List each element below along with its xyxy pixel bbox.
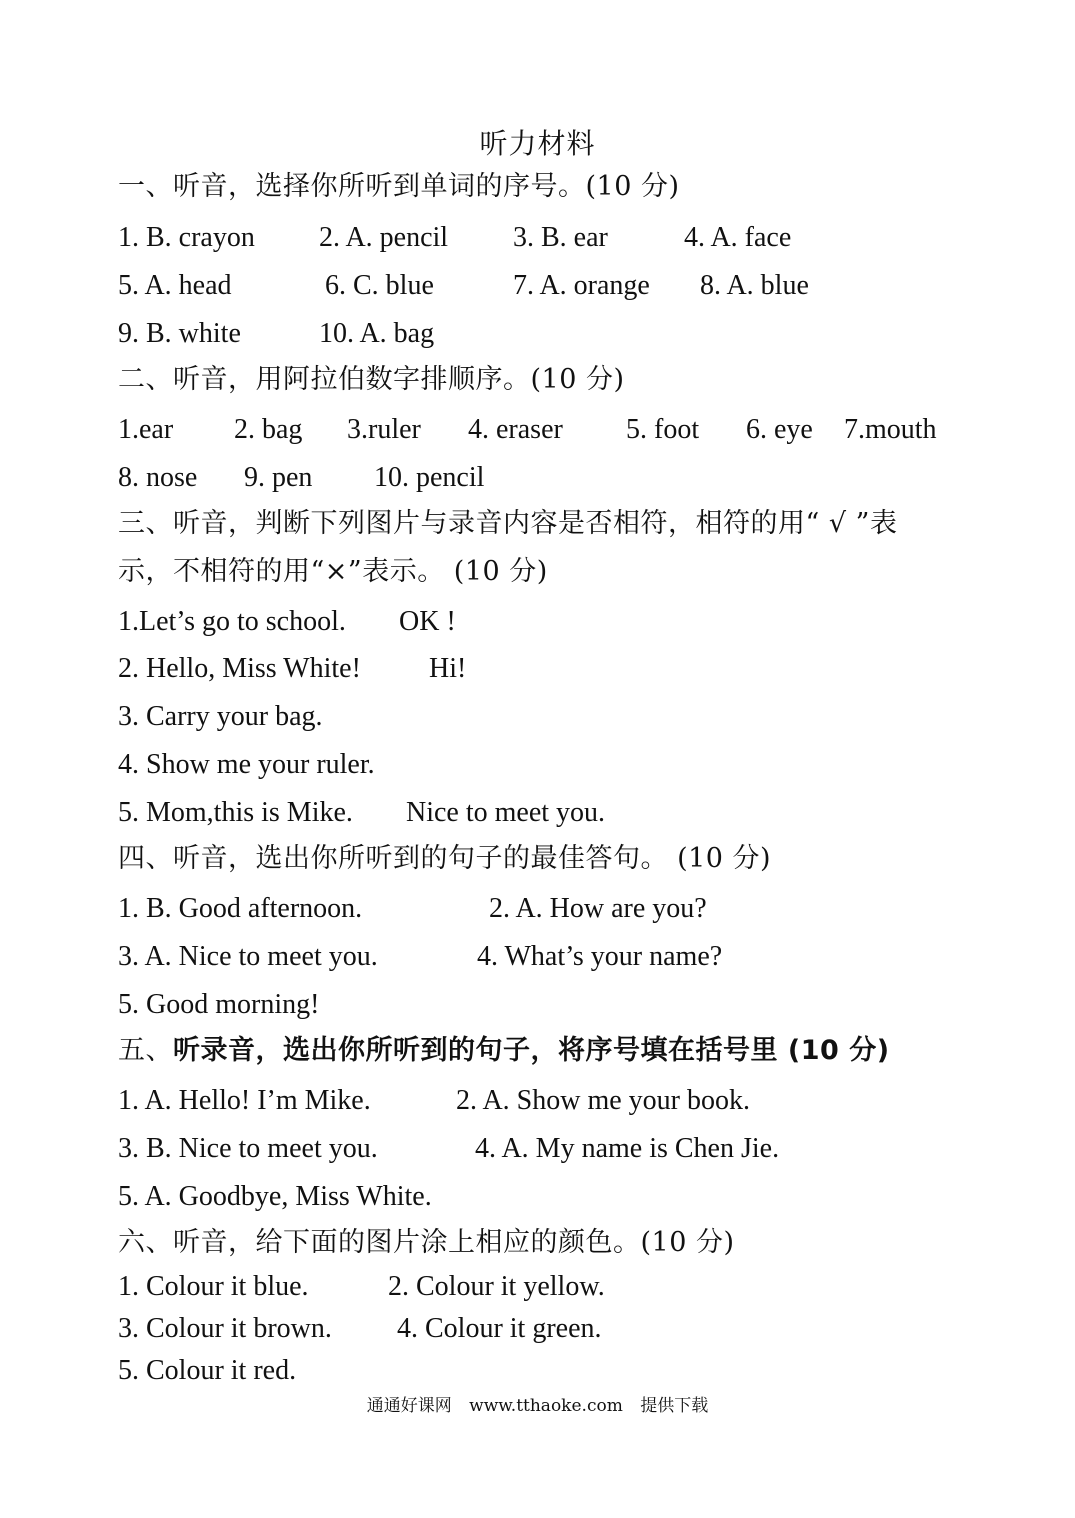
list-item: 10. pencil [374, 462, 485, 493]
section-1-heading: 一、听音，选择你所听到单词的序号。(10 分) [118, 171, 680, 202]
section-3-heading-line-1: 三、听音，判断下列图片与录音内容是否相符，相符的用“ √ ”表 [118, 508, 898, 539]
list-item: 2. A. Show me your book. [456, 1085, 750, 1116]
list-item: 5. Good morning! [118, 989, 320, 1020]
list-item: 1.ear [118, 414, 174, 445]
page-title: 听力材料 [479, 127, 596, 160]
list-item: 5. Colour it red. [118, 1355, 297, 1386]
list-item: 5. A. Goodbye, Miss White. [118, 1181, 432, 1212]
list-item: 2. bag [234, 414, 303, 445]
list-item: 2. Hello, Miss White! [118, 653, 361, 684]
list-item: 4. A. face [684, 222, 792, 253]
list-item: 3. Carry your bag. [118, 701, 323, 732]
list-item: Nice to meet you. [406, 797, 606, 828]
list-item: 3. B. ear [513, 222, 608, 253]
list-item: 8. nose [118, 462, 198, 493]
list-item: 1. B. crayon [118, 222, 255, 253]
list-item: 6. eye [746, 414, 813, 445]
list-item: 10. A. bag [319, 318, 435, 349]
list-item: 1. A. Hello! I’m Mike. [118, 1085, 371, 1116]
list-item: 5. foot [626, 414, 700, 445]
section-2-heading: 二、听音，用阿拉伯数字排顺序。(10 分) [118, 364, 625, 395]
list-item: 3. Colour it brown. [118, 1313, 332, 1344]
footer-site-name: 通通好课网 [366, 1396, 452, 1416]
list-item: 4. Colour it green. [397, 1313, 602, 1344]
list-item: 5. Mom,this is Mike. [118, 797, 353, 828]
list-item: 7.mouth [844, 414, 937, 445]
section-3-heading-line-2: 示，不相符的用“×”表示。 (10 分) [118, 556, 548, 587]
list-item: 2. A. How are you? [489, 893, 707, 924]
footer-note: 提供下载 [640, 1396, 709, 1416]
list-item: 5. A. head [118, 270, 232, 301]
list-item: 1.Let’s go to school. [118, 606, 346, 637]
list-item: 9. B. white [118, 318, 241, 349]
list-item: 7. A. orange [513, 270, 650, 301]
footer-url[interactable]: www.tthaoke.com [469, 1396, 623, 1416]
list-item: 3. A. Nice to meet you. [118, 941, 378, 972]
list-item: Hi! [429, 653, 467, 684]
list-item: 1. B. Good afternoon. [118, 893, 363, 924]
section-5-heading [118, 1034, 890, 1068]
page-footer [0, 1391, 1075, 1416]
section-6-heading: 六、听音，给下面的图片涂上相应的颜色。(10 分) [118, 1227, 735, 1258]
list-item: 3.ruler [347, 414, 421, 445]
list-item: 4. What’s your name? [477, 941, 723, 972]
section-5-heading-text: 听录音，选出你所听到的句子，将序号填在括号里 (10 分) [173, 1035, 890, 1066]
list-item: 2. Colour it yellow. [388, 1271, 605, 1302]
list-item: 1. Colour it blue. [118, 1271, 309, 1302]
list-item: 4. A. My name is Chen Jie. [475, 1133, 780, 1164]
list-item: 9. pen [244, 462, 313, 493]
list-item: 4. eraser [468, 414, 563, 445]
list-item: 3. B. Nice to meet you. [118, 1133, 378, 1164]
list-item: 4. Show me your ruler. [118, 749, 375, 780]
list-item: 2. A. pencil [319, 222, 449, 253]
list-item: 8. A. blue [700, 270, 809, 301]
list-item: OK ! [399, 606, 456, 637]
section-4-heading: 四、听音，选出你所听到的句子的最佳答句。 (10 分) [118, 843, 772, 874]
list-item: 6. C. blue [325, 270, 434, 301]
section-5-heading-prefix: 五、 [118, 1035, 173, 1066]
